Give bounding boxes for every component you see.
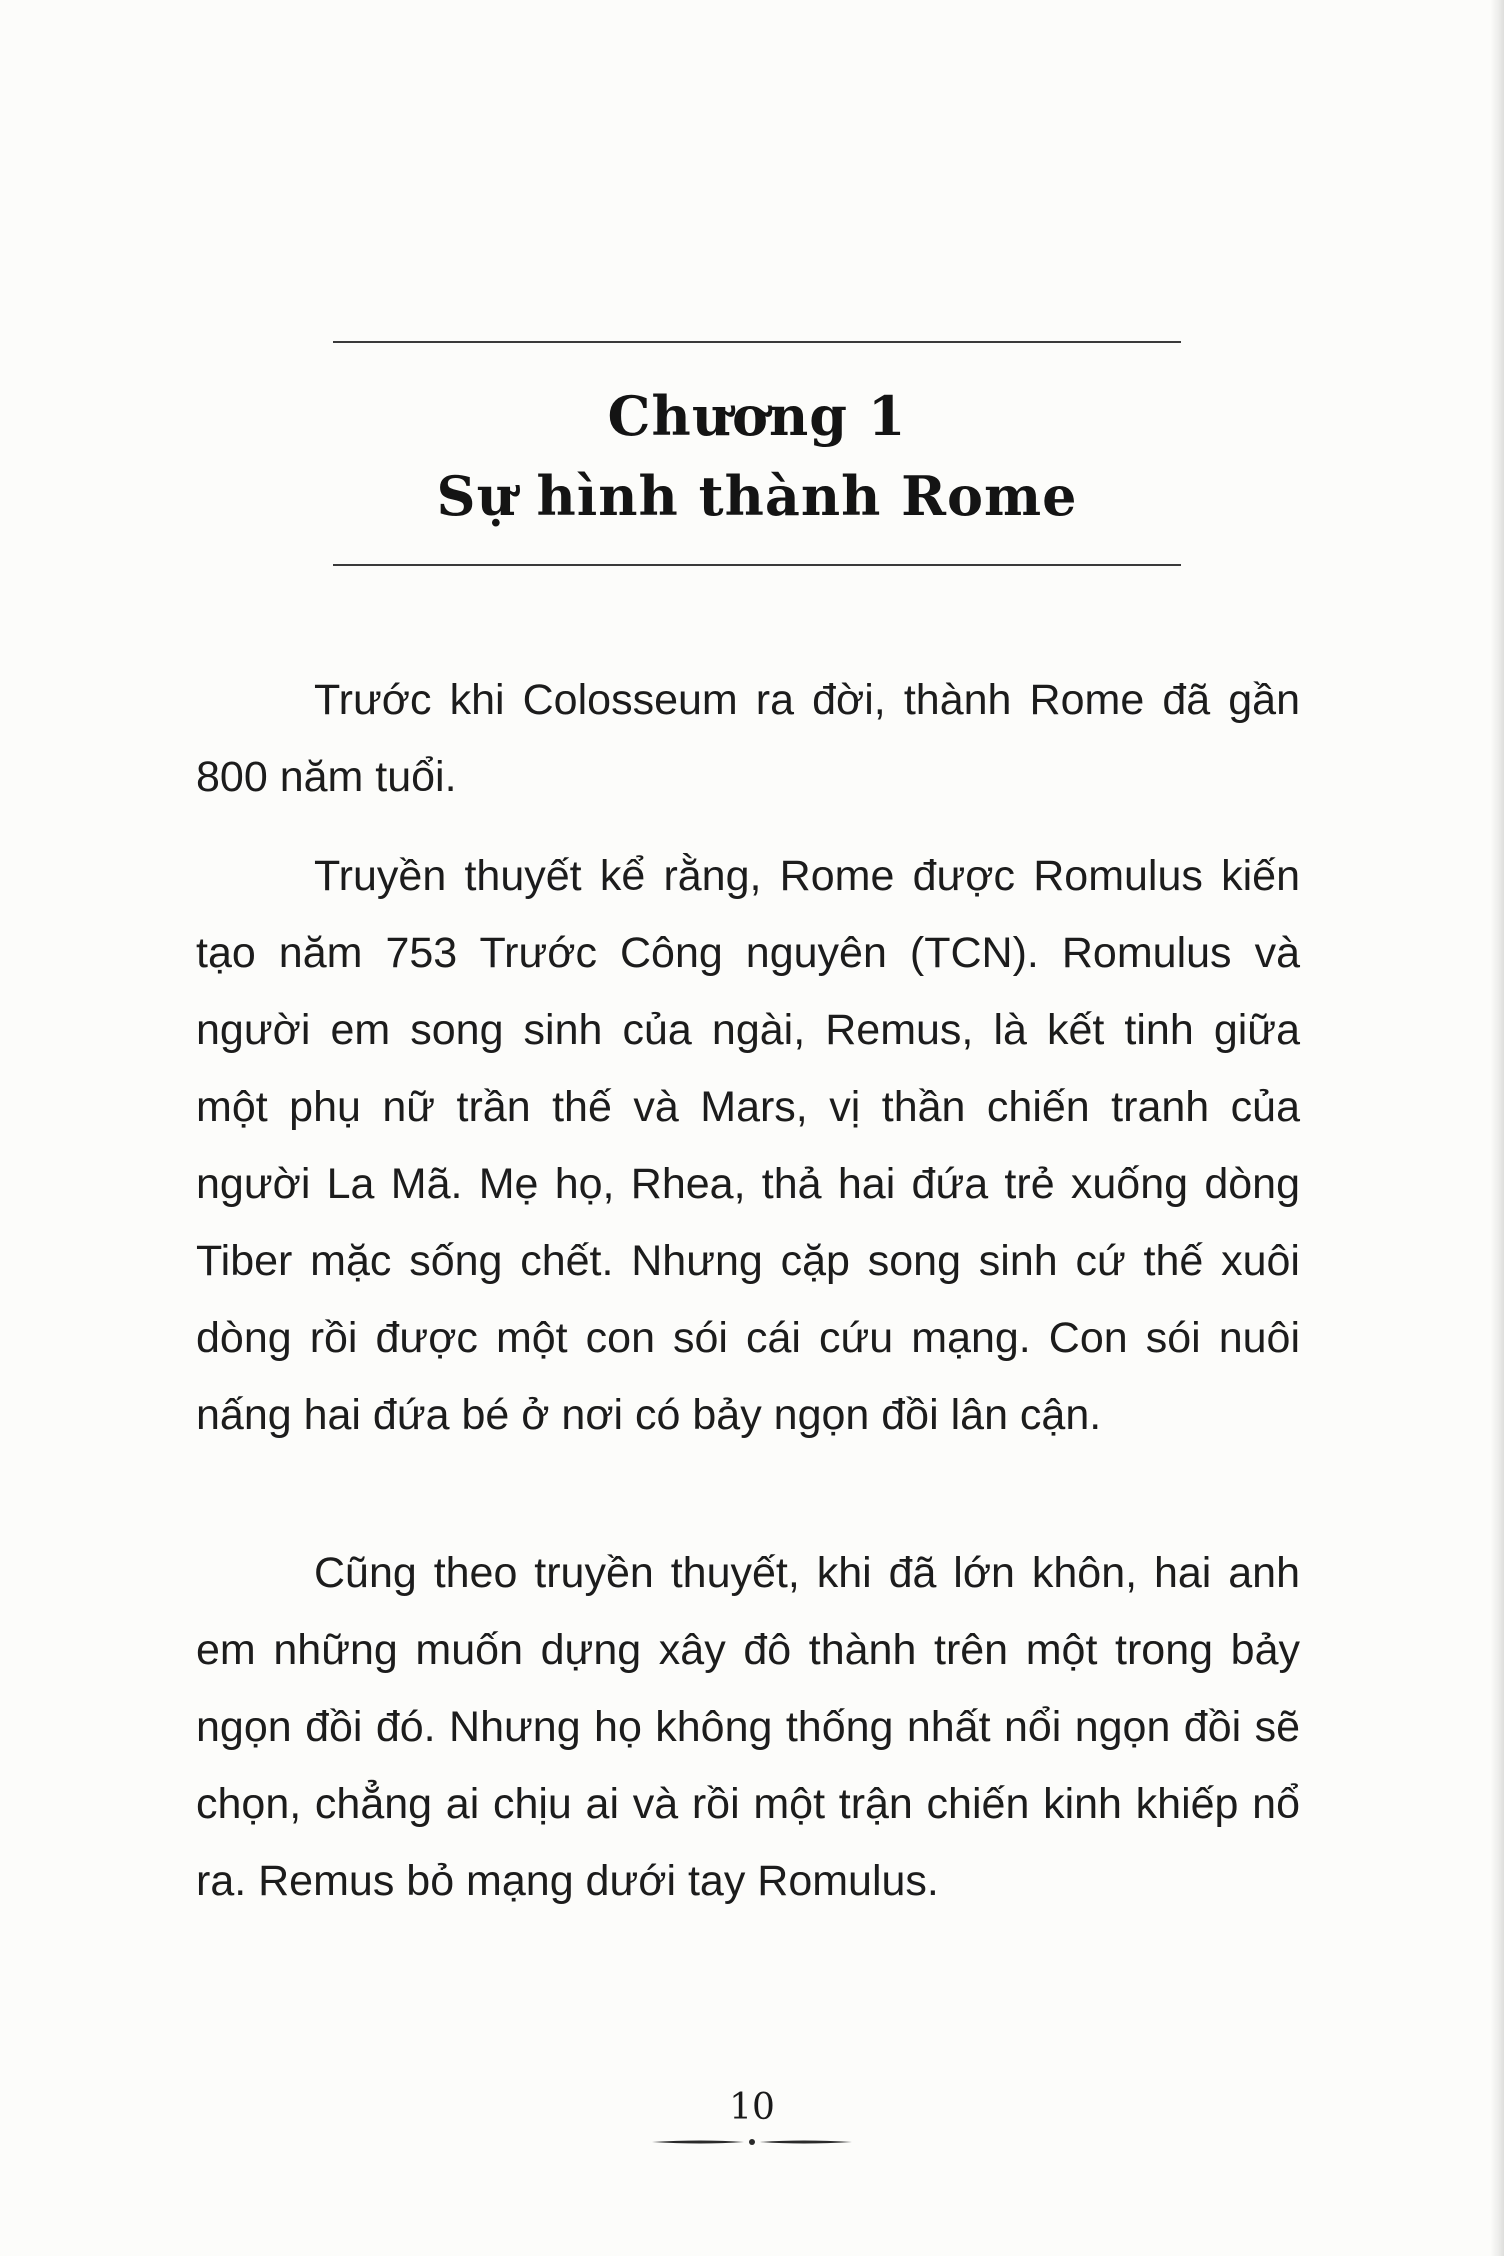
page-number: 10 [729, 2087, 775, 2128]
paragraph-1-block [196, 662, 1300, 816]
heading-bottom-rule [333, 564, 1181, 566]
paragraph: Truyền thuyết kể rằng, Rome được Romulus kiến tạo năm 753 Trước Công nguyên (TCN). Romulus và người em song sinh của ngài, Remus, là kết tinh giữa một phụ nữ trần thế và Mars, vị thần chiến tranh của người La Mã. Mẹ họ, Rhea, thả hai đứa trẻ xuống dòng Tiber mặc sống chết. Nhưng cặp song sinh cứ thế xuôi dòng rồi được một con sói cái cứu mạng. Con sói nuôi nấng hai đứa bé ở nơi có bảy ngọn đồi lân cận. [196, 852, 1300, 1439]
heading-top-rule [333, 341, 1181, 343]
paragraph: Trước khi Colosseum ra đời, thành Rome đã gần 800 năm tuổi. [196, 676, 1300, 801]
page-ornament-icon [652, 2134, 852, 2150]
page-edge-shadow [1490, 0, 1504, 2256]
paragraph-2-block [196, 838, 1300, 1454]
paragraph-3-block [196, 1535, 1300, 1920]
chapter-number: Chương 1 [607, 384, 907, 448]
paragraph: Cũng theo truyền thuyết, khi đã lớn khôn, hai anh em những muốn dựng xây đô thành trên một trong bảy ngọn đồi đó. Nhưng họ không thống nhất nổi ngọn đồi sẽ chọn, chẳng ai chịu ai và rồi một trận chiến kinh khiếp nổ ra. Remus bỏ mạng dưới tay Romulus. [196, 1549, 1300, 1905]
chapter-title: Sự hình thành Rome [436, 464, 1078, 528]
